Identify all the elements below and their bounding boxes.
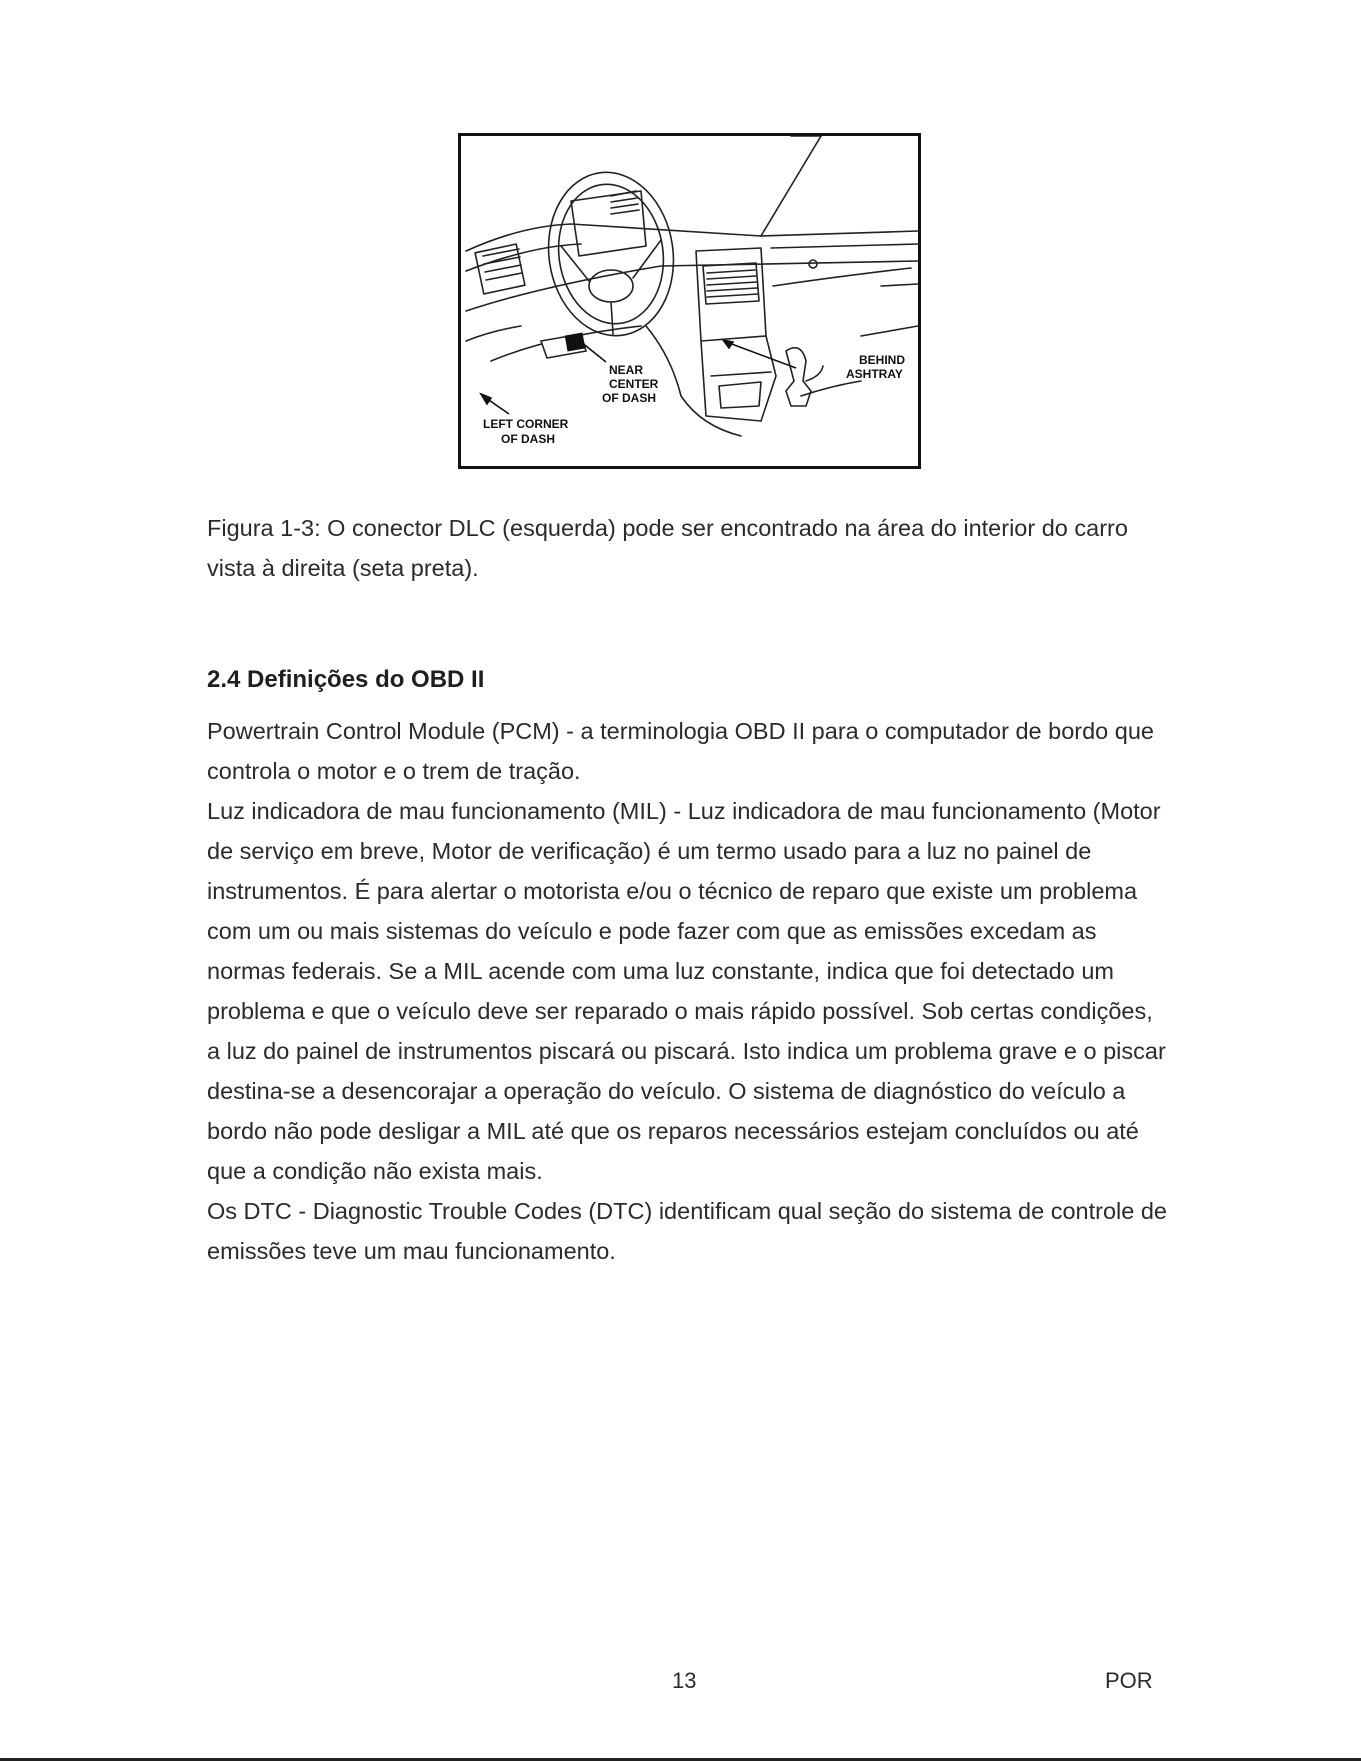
section-title: 2.4 Definições do OBD II <box>207 666 485 693</box>
paragraph-pcm: Powertrain Control Module (PCM) - a terminologia OBD II para o computador de bordo que controla o motor e o trem de tração. <box>207 718 1154 784</box>
label-ashtray: ASHTRAY <box>846 367 903 381</box>
page-number: 13 <box>672 1668 697 1693</box>
language-code: POR <box>1105 1668 1153 1693</box>
figure-caption: Figura 1-3: O conector DLC (esquerda) pode ser encontrado na área do interior do carro vista à direita (seta preta). <box>207 515 1128 581</box>
dlc-connector-icon <box>541 333 586 358</box>
label-near: NEAR <box>609 363 644 377</box>
label-center: CENTER <box>609 377 659 391</box>
dashboard-figure <box>458 133 921 469</box>
label-behind: BEHIND <box>859 353 906 367</box>
dashboard-illustration <box>461 136 918 466</box>
label-of-dash-left: OF DASH <box>501 432 555 446</box>
section-body <box>207 711 1167 1271</box>
paragraph-mil: Luz indicadora de mau funcionamento (MIL) - Luz indicadora de mau funcionamento (Motor de serviço em breve, Motor de verificação) é um termo usado para a luz no painel de instrumentos. É para alertar o motorista e/ou o técnico de reparo que existe um problema com um ou mais sistemas do veículo e pode fazer com que as emissões excedam as normas federais. Se a MIL acende com uma luz constante, indica que foi detectado um problema e que o veículo deve ser reparado o mais rápido possível. Sob certas condições, a luz do painel de instrumentos piscará ou piscará. Isto indica um problema grave e o piscar destina-se a desencorajar a operação do veículo. O sistema de diagnóstico do veículo a bordo não pode desligar a MIL até que os reparos necessários estejam concluídos ou até que a condição não exista mais. <box>207 798 1166 1184</box>
label-left-corner: LEFT CORNER <box>483 417 569 431</box>
paragraph-dtc: Os DTC - Diagnostic Trouble Codes (DTC) identificam qual seção do sistema de controle de emissões teve um mau funcionamento. <box>207 1198 1167 1264</box>
label-of-dash-center: OF DASH <box>602 391 656 405</box>
